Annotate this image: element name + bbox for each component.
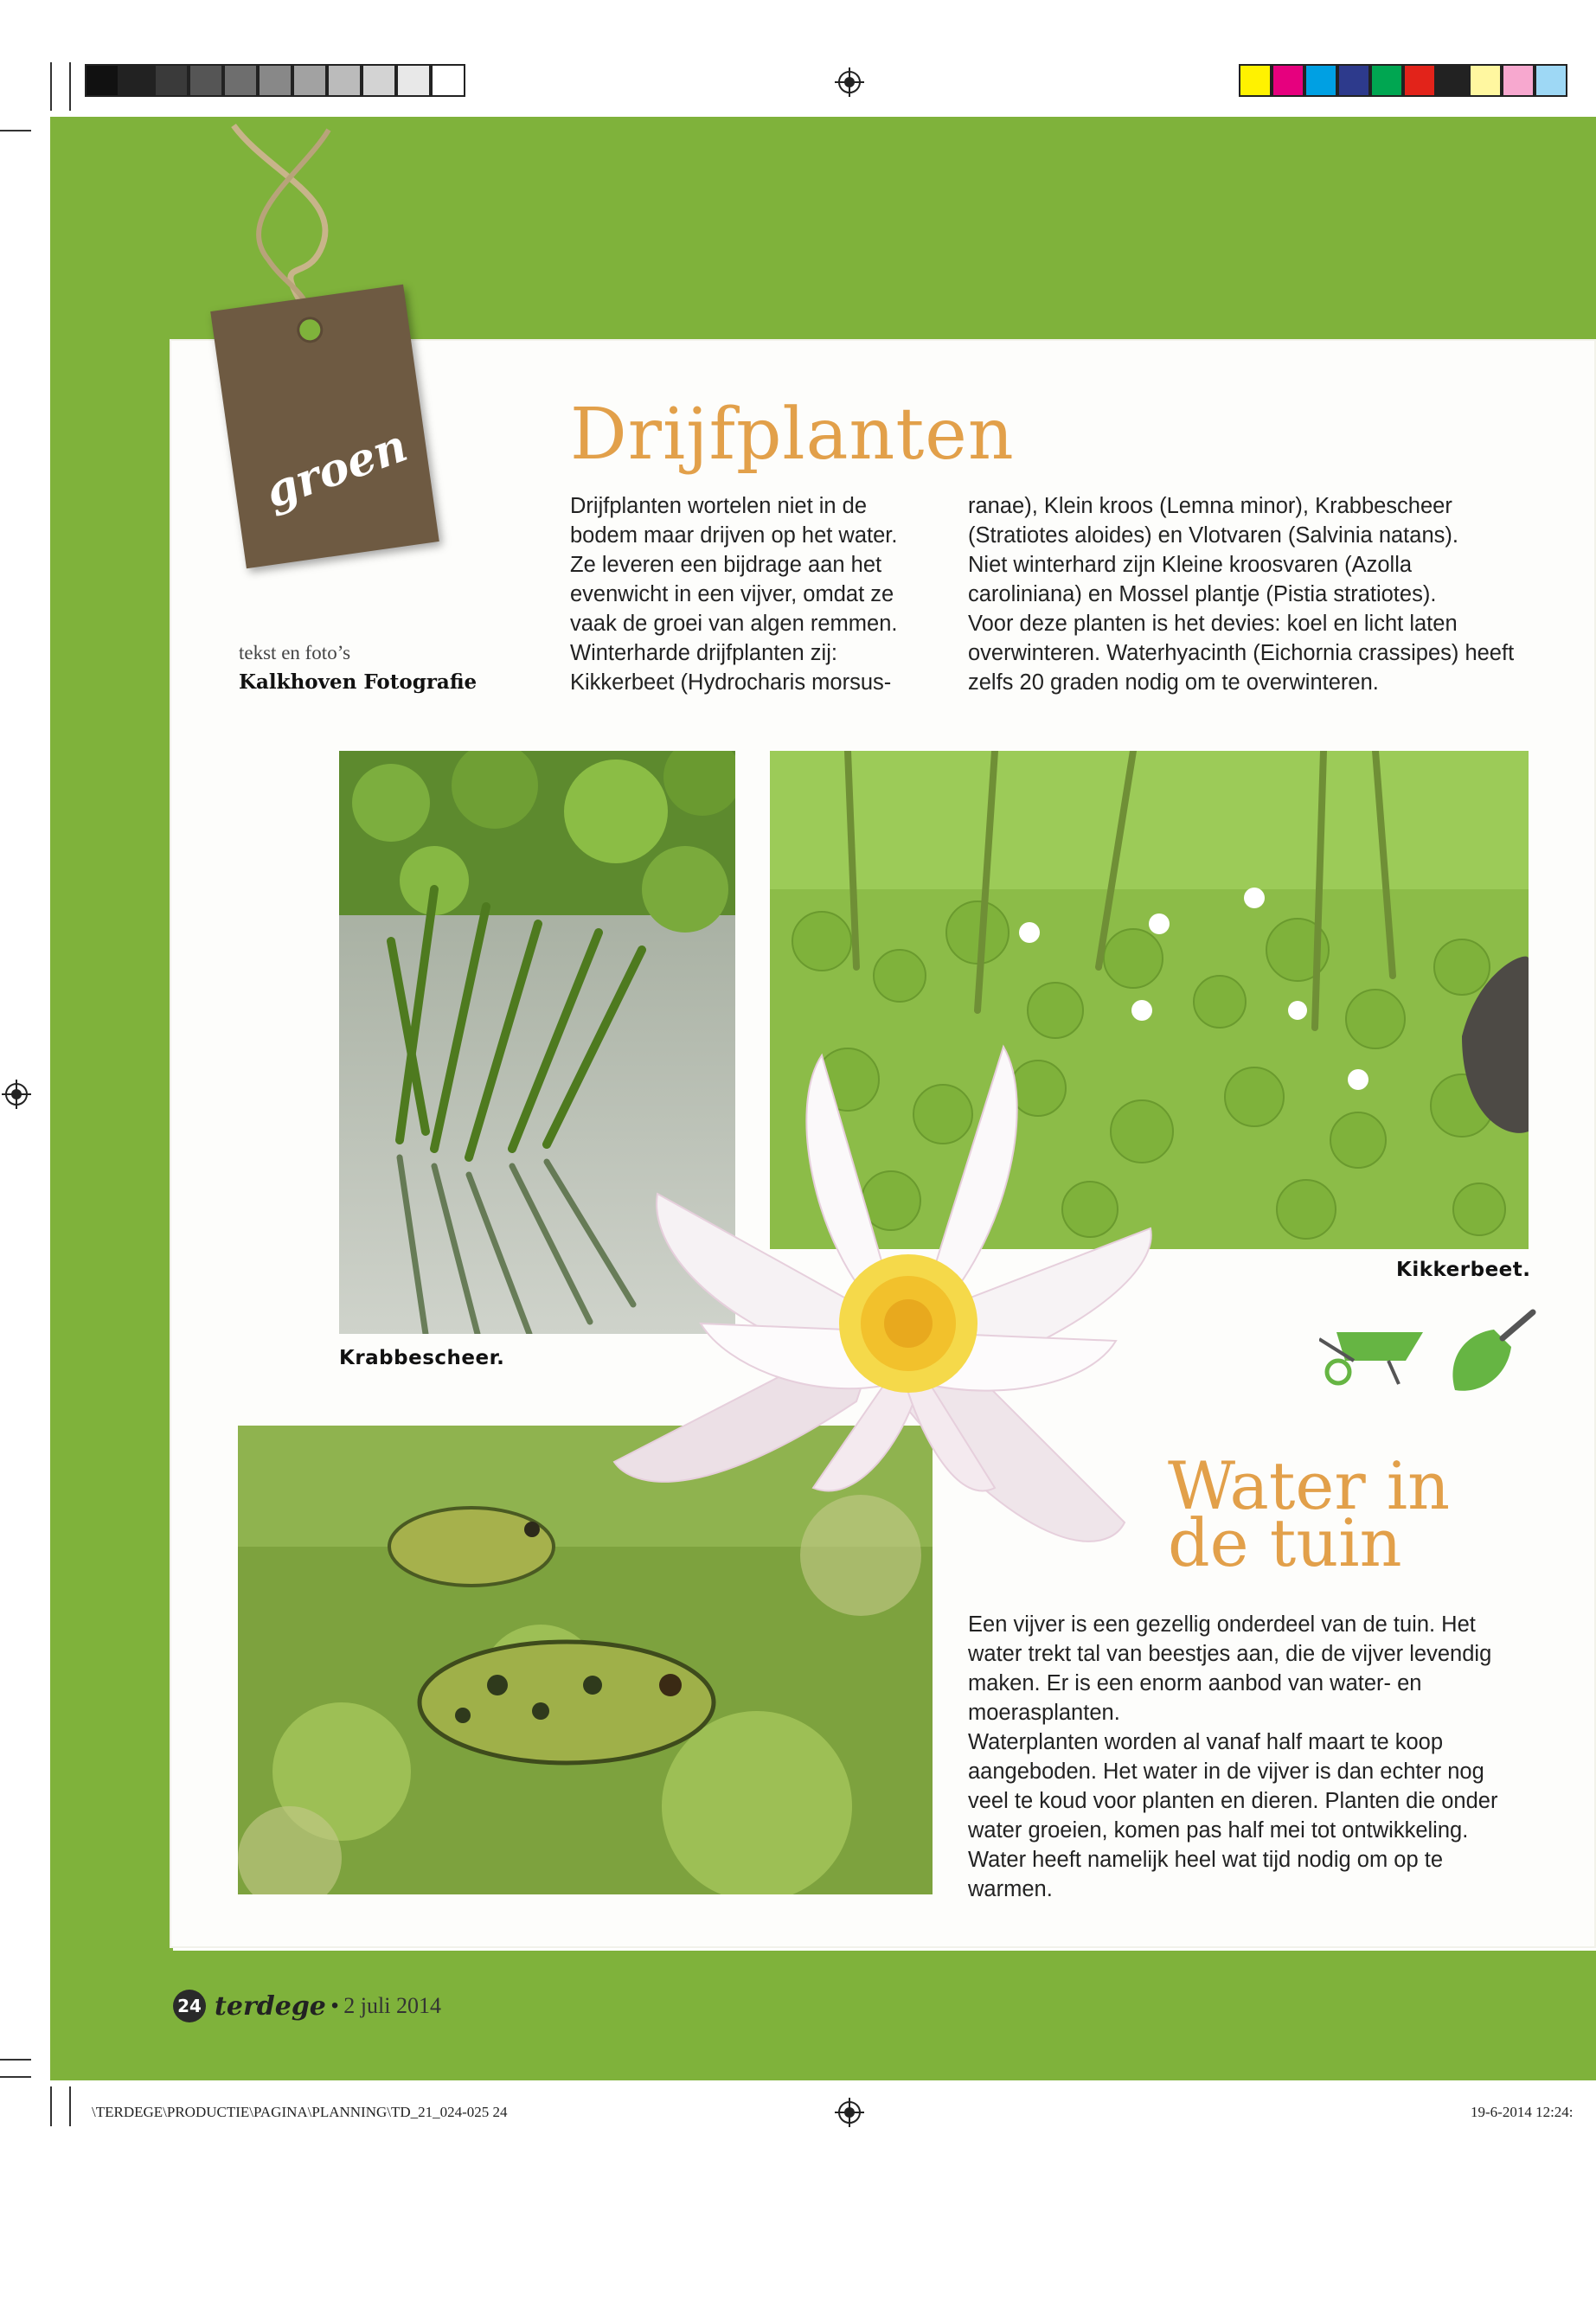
text-line: Voor deze planten is het devies: koel en licht laten [968,612,1458,636]
crop-mark [0,2076,31,2078]
title-line: Water in [1168,1447,1451,1524]
page-footer [173,1990,441,2022]
magazine-brand: terdege [215,1990,326,2022]
text-line: water groeien, komen pas half mei tot ontwikkeling. [968,1818,1469,1843]
registration-mark-icon [835,67,864,97]
footer-bullet: • [330,1994,339,2017]
crop-mark [0,2059,31,2061]
title-line: de tuin [1168,1504,1402,1581]
registration-mark-icon [835,2098,864,2127]
text-line: veel te koud voor planten en dieren. Planten die onder [968,1789,1498,1813]
credit-photographer: Kalkhoven Fotografie [239,670,478,694]
trowel-icon [1446,1308,1542,1394]
text-line: (Stratiotes aloides) en Vlotvaren (Salvinia natans). [968,523,1458,548]
crop-mark [0,130,31,131]
wheelbarrow-icon [1319,1322,1449,1391]
text-line: Water heeft namelijk heel wat tijd nodig om op te [968,1848,1444,1872]
page-number: 24 [173,1990,206,2022]
text-line: zelfs 20 graden nodig om te overwinteren. [968,670,1379,695]
article-2-body [968,1610,1574,1904]
text-line: evenwicht in een vijver, omdat ze [570,582,894,606]
water-lily-photo [597,1038,1202,1574]
text-line: Waterplanten worden al vanaf half maart te koop [968,1730,1444,1754]
slug-timestamp: 19-6-2014 12:24: [1471,2104,1574,2120]
green-frame-left [50,117,173,2080]
crop-mark [50,2086,52,2126]
grayscale-color-bar [85,64,465,97]
text-line: Ze leveren een bijdrage aan het [570,553,882,577]
tag-hole [295,315,324,344]
slug-path: \TERDEGE\PRODUCTIE\PAGINA\PLANNING\TD_21_024-025 24 [92,2104,508,2120]
text-line: caroliniana) en Mossel plantje (Pistia stratiotes). [968,582,1437,606]
article-title-2 [1168,1447,1451,1581]
article-title: Drijfplanten [570,394,1015,476]
text-line: ranae), Klein kroos (Lemna minor), Krabbescheer [968,494,1452,518]
text-line: Een vijver is een gezellig onderdeel van de tuin. Het [968,1612,1476,1637]
text-line: Drijfplanten wortelen niet in de [570,494,868,518]
process-color-bar [1239,64,1567,97]
text-line: Niet winterhard zijn Kleine kroosvaren (Azolla [968,553,1413,577]
text-line: maken. Er is een enorm aanbod van water- en [968,1671,1422,1695]
issue-date: 2 juli 2014 [343,1993,441,2018]
credit-label: tekst en foto’s [239,642,351,663]
text-line: aangeboden. Het water in de vijver is dan echter nog [968,1759,1484,1784]
crop-mark [69,2086,71,2126]
photo-caption: Kikkerbeet. [1396,1259,1531,1281]
article-column-1 [570,491,942,697]
text-line: Kikkerbeet (Hydrocharis morsus- [570,670,892,695]
tag-label: groen [258,419,414,519]
registration-mark-icon [2,1080,31,1109]
crop-mark [50,62,52,111]
text-line: moerasplanten. [968,1701,1120,1725]
crop-mark [69,62,71,111]
article-column-2 [968,491,1574,697]
text-line: warmen. [968,1877,1053,1901]
category-tag [210,285,439,568]
text-line: vaak de groei van algen remmen. [570,612,898,636]
photo-caption: Krabbescheer. [339,1347,505,1369]
text-line: overwinteren. Waterhyacinth (Eichornia crassipes) heeft [968,641,1515,665]
text-line: water trekt tal van beestjes aan, die de vijver levendig [968,1642,1492,1666]
text-line: bodem maar drijven op het water. [570,523,898,548]
text-line: Winterharde drijfplanten zij: [570,641,837,665]
